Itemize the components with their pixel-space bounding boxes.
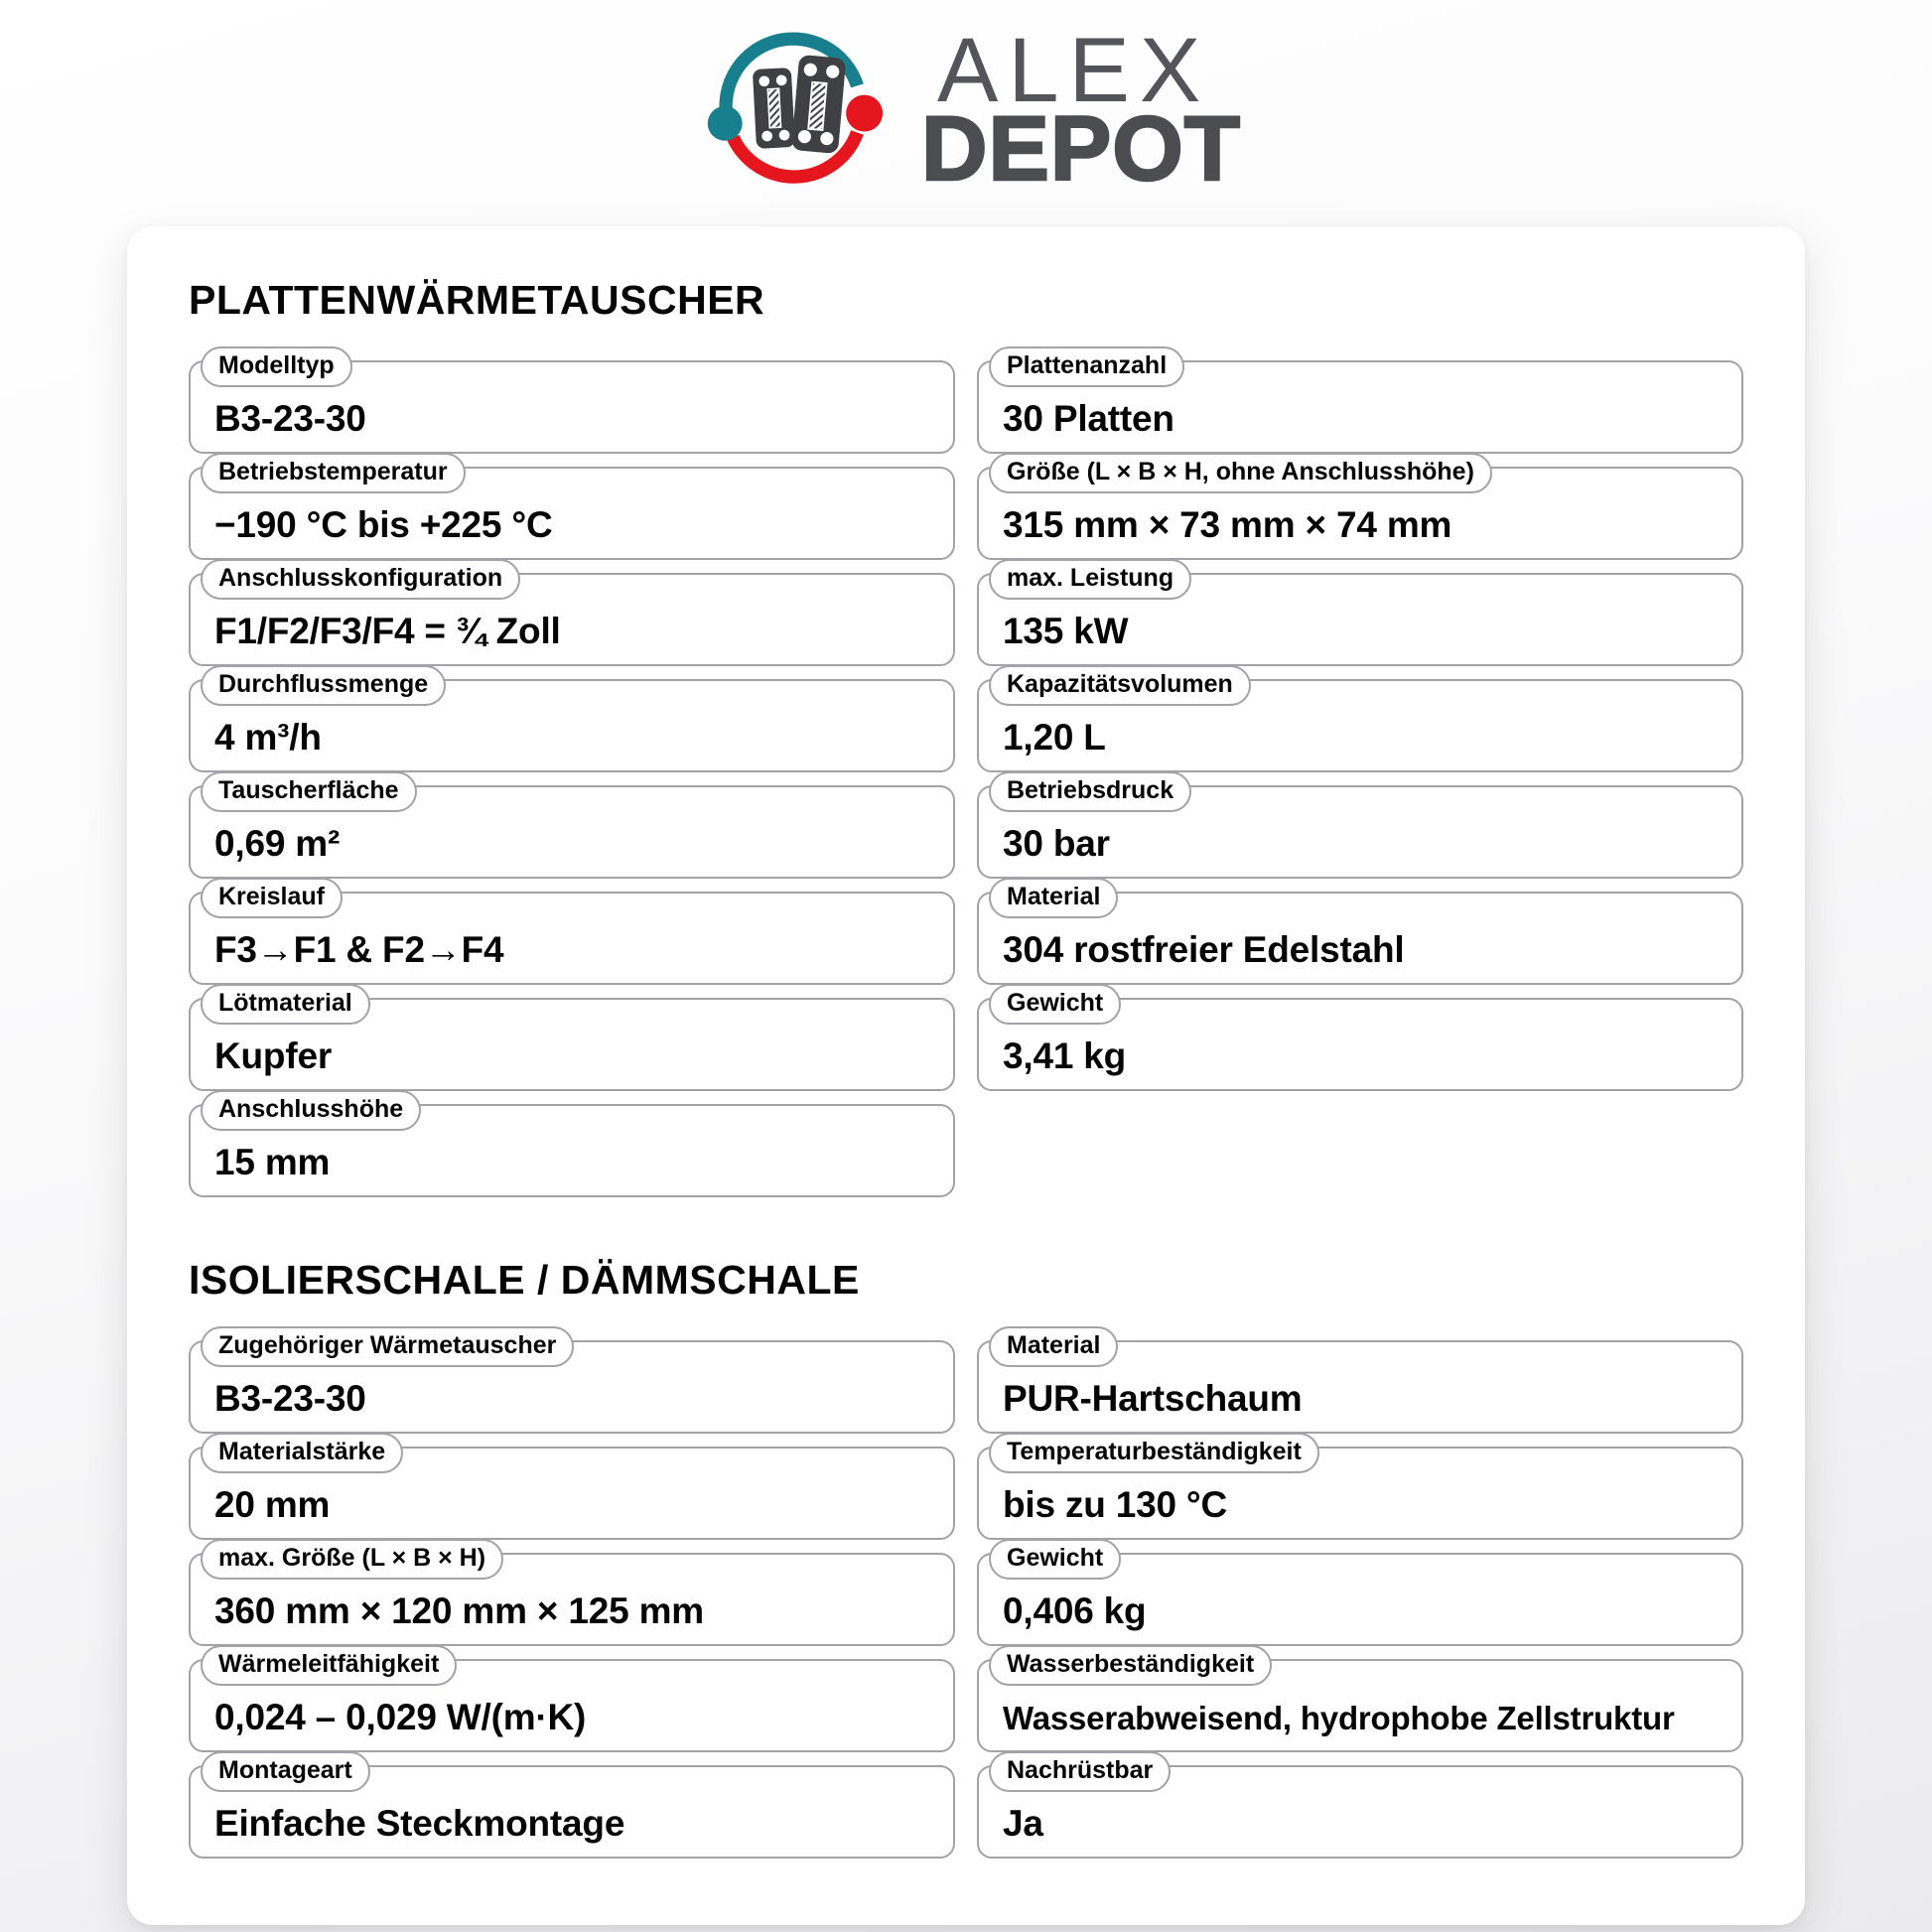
- spec-value: 15 mm: [214, 1142, 331, 1182]
- spec-value: 30 bar: [1003, 823, 1110, 864]
- spec-box-kapazitaetsvolumen: [977, 670, 1743, 772]
- teal-dot-icon: [708, 106, 743, 141]
- spec-label: Kapazitätsvolumen: [989, 665, 1251, 706]
- spec-label: Betriebstemperatur: [201, 453, 466, 493]
- red-dot-icon: [846, 95, 883, 132]
- spec-label: Lötmaterial: [201, 984, 370, 1025]
- spec-grid: [189, 351, 1743, 1210]
- spec-value: 3,41 kg: [1003, 1035, 1127, 1076]
- spec-value: 30 Platten: [1003, 398, 1174, 439]
- spec-box-montageart: [189, 1756, 955, 1859]
- spec-value: 20 mm: [214, 1484, 331, 1525]
- heat-exchanger-plates-icon: [753, 55, 846, 154]
- spec-box-groesse: [977, 458, 1743, 560]
- spec-box-wasserbestaendigkeit: [977, 1650, 1743, 1752]
- spec-box-zugehoeriger-waermetauscher: [189, 1331, 955, 1434]
- spec-box-max-groesse: [189, 1544, 955, 1646]
- spec-label: max. Leistung: [989, 559, 1191, 600]
- spec-value: 304 rostfreier Edelstahl: [1003, 929, 1405, 970]
- section-title: PLATTENWÄRMETAUSCHER: [189, 277, 765, 323]
- spec-value: B3-23-30: [214, 1378, 366, 1419]
- spec-box-material: [977, 883, 1743, 985]
- spec-box-gewicht: [977, 989, 1743, 1091]
- spec-label: Temperaturbeständigkeit: [989, 1433, 1319, 1473]
- spec-value: 135 kW: [1003, 611, 1129, 651]
- spec-value: 4 m³/h: [214, 717, 322, 758]
- section-title: ISOLIERSCHALE / DÄMMSCHALE: [189, 1257, 860, 1303]
- spec-column-right: [977, 351, 1743, 1104]
- spec-value: 315 mm × 73 mm × 74 mm: [1003, 504, 1452, 545]
- spec-column-left: [189, 351, 955, 1210]
- spec-value: Ja: [1003, 1803, 1043, 1844]
- spec-box-loetmaterial: [189, 989, 955, 1091]
- spec-box-max-leistung: [977, 564, 1743, 666]
- spec-box-anschlusskonfiguration: [189, 564, 955, 666]
- spec-label: Material: [989, 1326, 1118, 1367]
- spec-label: Material: [989, 878, 1118, 918]
- spec-value: F3→F1 & F2→F4: [214, 929, 504, 970]
- spec-label: Kreislauf: [201, 878, 343, 918]
- brand-wordmark: [921, 20, 1241, 200]
- brand-logo: [0, 0, 1932, 201]
- spec-value: Einfache Steckmontage: [214, 1803, 625, 1844]
- spec-value: bis zu 130 °C: [1003, 1484, 1228, 1525]
- spec-value: 0,69 m²: [214, 823, 341, 864]
- spec-label: Materialstärke: [201, 1433, 403, 1473]
- section-insulation-shell: [189, 1257, 1743, 1871]
- spec-value: F1/F2/F3/F4 = ¾ Zoll: [214, 611, 561, 651]
- spec-box-waermeleitfaehigkeit: [189, 1650, 955, 1752]
- spec-box-gewicht: [977, 1544, 1743, 1646]
- spec-box-durchflussmenge: [189, 670, 955, 772]
- brand-name-top: ALEX: [937, 20, 1211, 121]
- spec-label: Größe (L × B × H, ohne Anschlusshöhe): [989, 453, 1492, 493]
- spec-box-modelltyp: [189, 351, 955, 454]
- spec-value: B3-23-30: [214, 398, 366, 439]
- spec-column-right: [977, 1331, 1743, 1871]
- spec-label: Betriebsdruck: [989, 771, 1191, 812]
- spec-label: Montageart: [201, 1751, 370, 1792]
- spec-label: Gewicht: [989, 1539, 1121, 1580]
- spec-box-kreislauf: [189, 883, 955, 985]
- spec-value: 360 mm × 120 mm × 125 mm: [214, 1590, 704, 1631]
- spec-value: 0,406 kg: [1003, 1590, 1147, 1631]
- spec-sheet-card: [127, 226, 1805, 1925]
- spec-box-material: [977, 1331, 1743, 1434]
- spec-grid: [189, 1331, 1743, 1871]
- spec-label: Anschlusskonfiguration: [201, 559, 520, 600]
- spec-label: Wasserbeständigkeit: [989, 1645, 1272, 1686]
- spec-label: Anschlusshöhe: [201, 1090, 421, 1131]
- spec-label: Zugehöriger Wärmetauscher: [201, 1326, 574, 1367]
- spec-label: Plattenanzahl: [989, 346, 1184, 387]
- spec-value: 0,024 – 0,029 W/(m·K): [214, 1697, 587, 1737]
- spec-value: 1,20 L: [1003, 717, 1106, 758]
- spec-box-materialstaerke: [189, 1438, 955, 1540]
- spec-box-betriebstemperatur: [189, 458, 955, 560]
- spec-label: Nachrüstbar: [989, 1751, 1171, 1792]
- spec-label: Tauscherfläche: [201, 771, 417, 812]
- spec-box-tauscherflaeche: [189, 776, 955, 879]
- spec-value: Kupfer: [214, 1035, 333, 1076]
- spec-label: Modelltyp: [201, 346, 352, 387]
- plate-heat-exchanger-icon: [691, 30, 905, 193]
- spec-box-betriebsdruck: [977, 776, 1743, 879]
- spec-value: PUR-Hartschaum: [1003, 1378, 1303, 1419]
- spec-box-temperaturbestaendigkeit: [977, 1438, 1743, 1540]
- spec-label: Durchflussmenge: [201, 665, 446, 706]
- spec-box-nachruestbar: [977, 1756, 1743, 1859]
- spec-value: Wasserabweisend, hydrophobe Zellstruktur: [1003, 1700, 1675, 1736]
- spec-value: −190 °C bis +225 °C: [214, 504, 553, 545]
- spec-box-anschlusshoehe: [189, 1095, 955, 1197]
- spec-label: max. Größe (L × B × H): [201, 1539, 503, 1580]
- spec-label: Gewicht: [989, 984, 1121, 1025]
- spec-box-plattenanzahl: [977, 351, 1743, 454]
- spec-label: Wärmeleitfähigkeit: [201, 1645, 457, 1686]
- section-heat-exchanger: [189, 277, 1743, 1210]
- brand-name-bottom: DEPOT: [921, 98, 1241, 200]
- spec-column-left: [189, 1331, 955, 1871]
